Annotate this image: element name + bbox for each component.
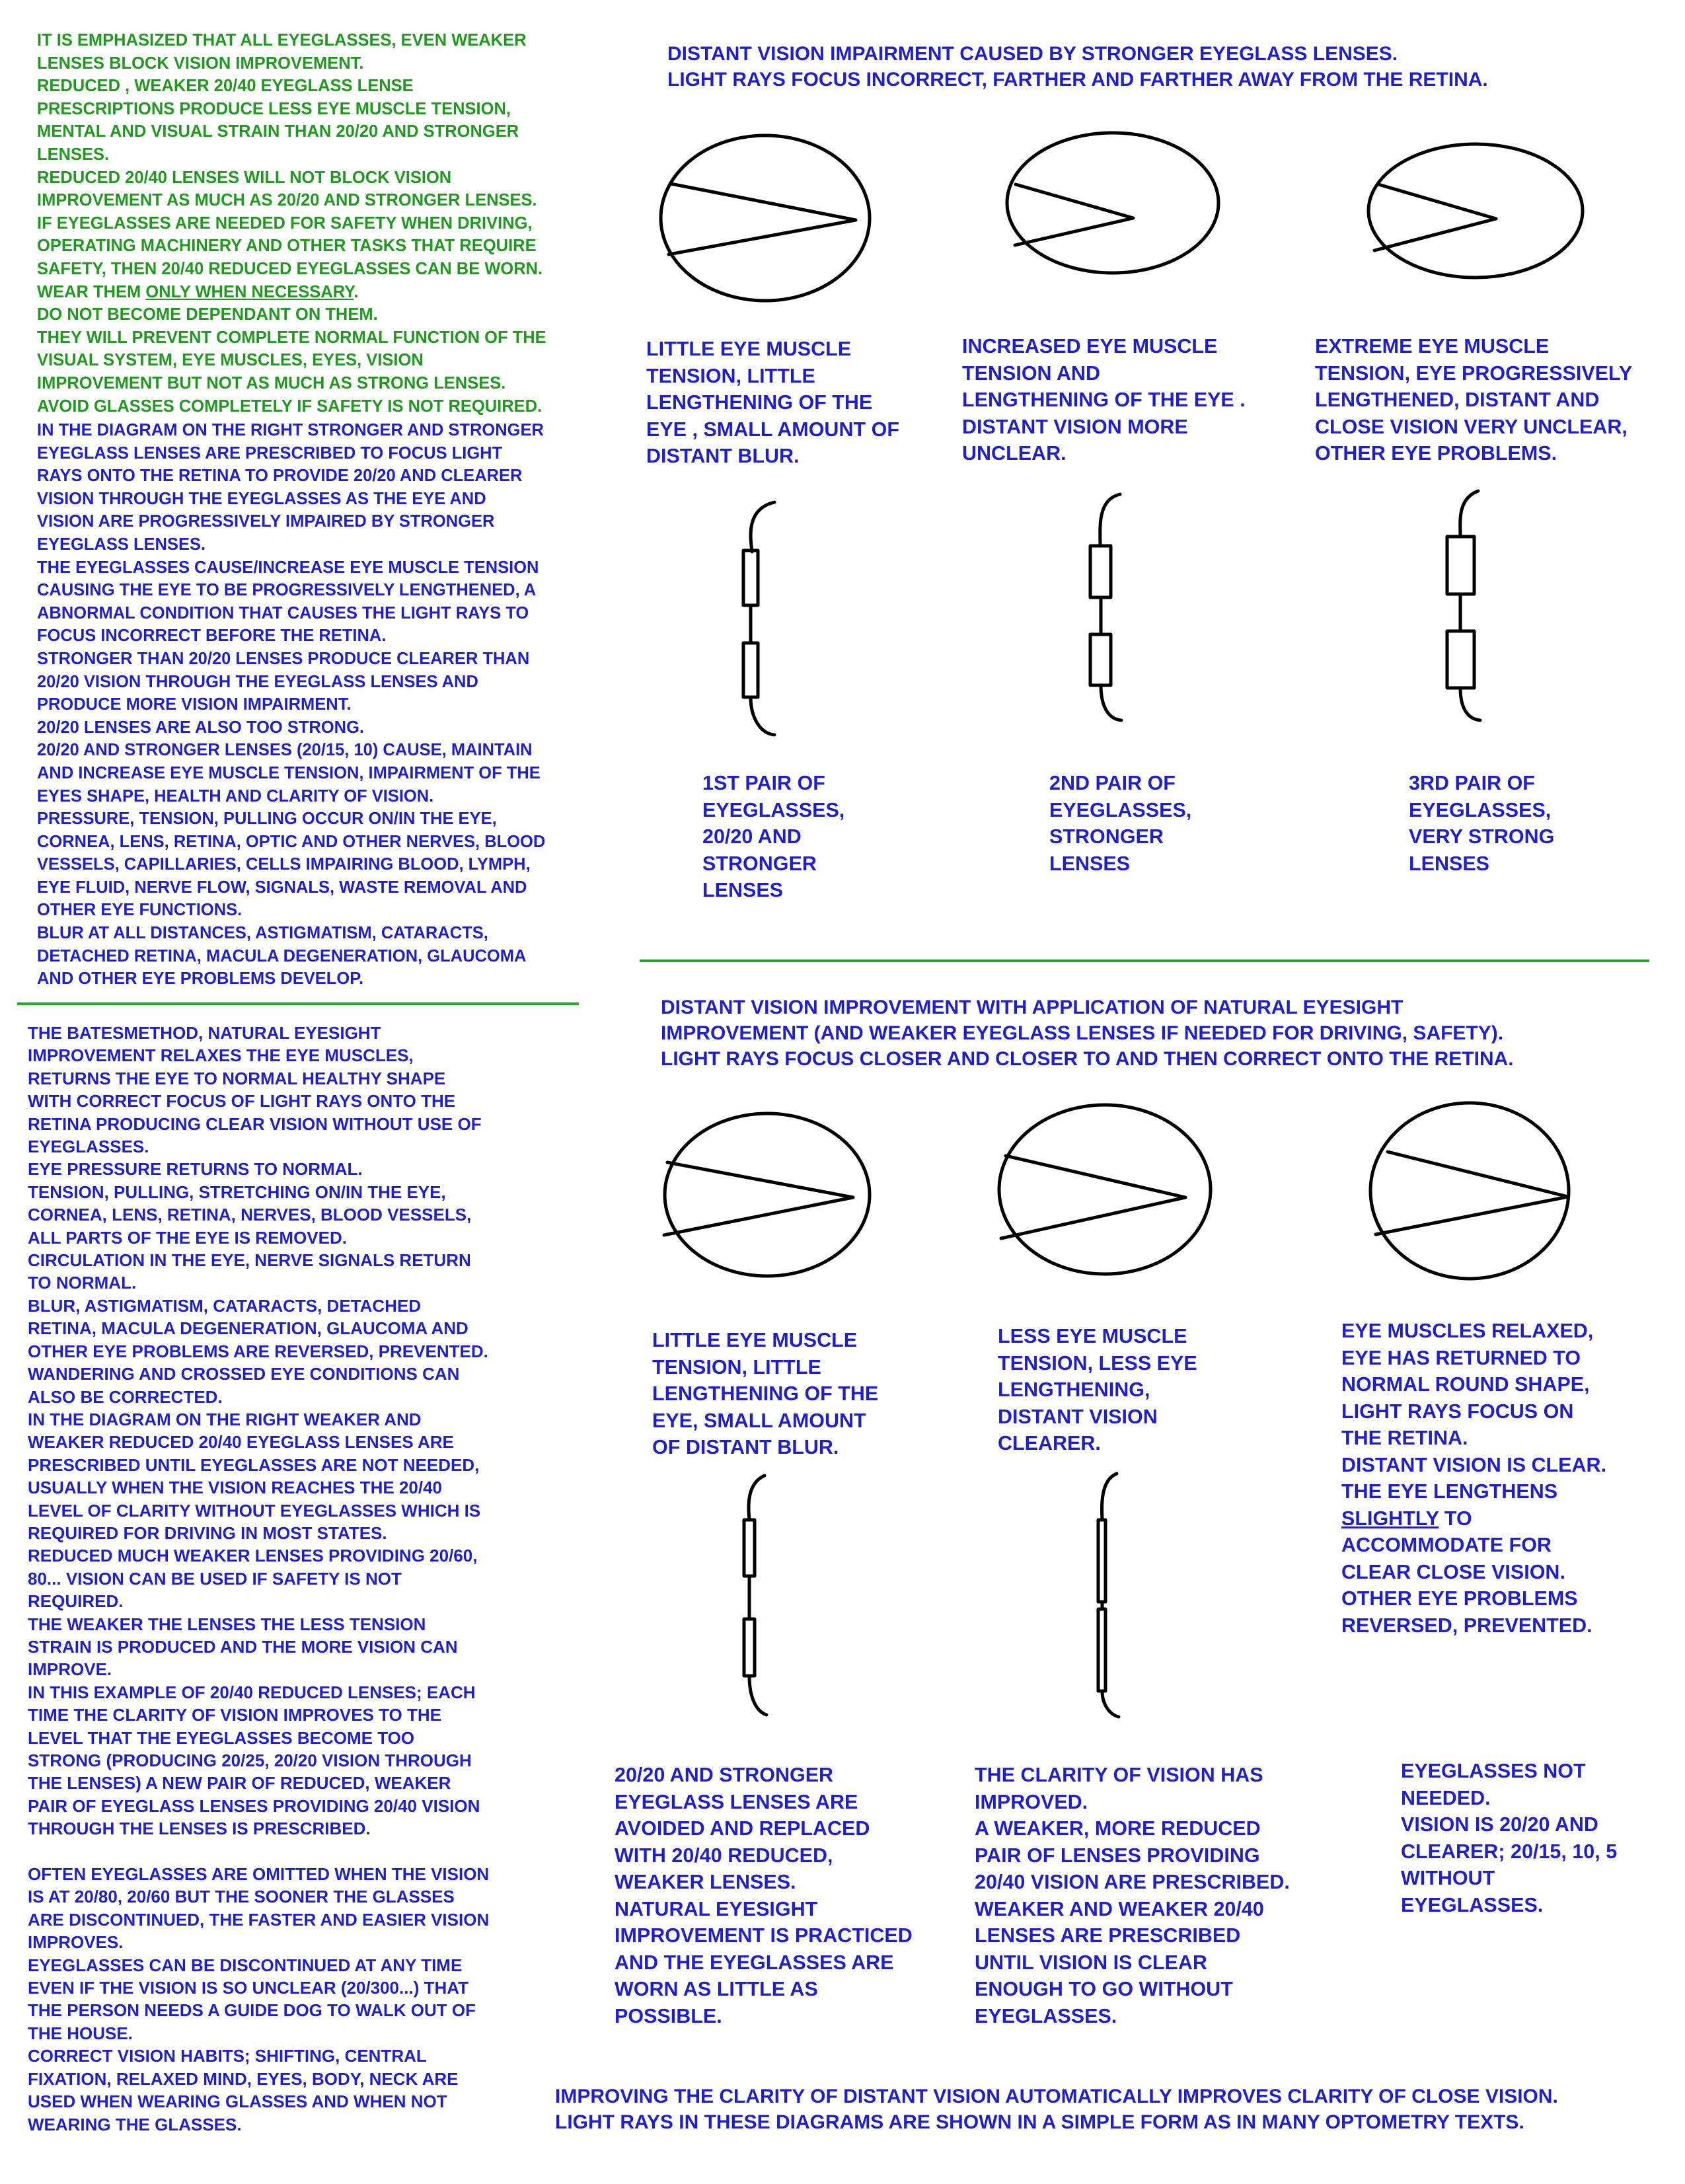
top-caption-3: EXTREME EYE MUSCLE TENSION, EYE PROGRESSIVELY LENGTHENED, DISTANT AND CLOSE VISION VERY UNCLEAR, OTHER EYE PROBLEMS.	[1315, 335, 1633, 465]
slightly-underlined: SLIGHTLY	[1341, 1507, 1439, 1530]
text-line: LENSES BLOCK VISION IMPROVEMENT.	[37, 54, 364, 73]
text-line: VISUAL SYSTEM, EYE MUSCLES, EYES, VISION	[37, 351, 424, 370]
text-line: IMPROVEMENT BUT NOT AS MUCH AS STRONG LENSES.	[37, 373, 506, 393]
footer-note: IMPROVING THE CLARITY OF DISTANT VISION AUTOMATICALLY IMPROVES CLARITY OF CLOSE VISION. LIGHT RAYS IN THESE DIAGRAMS ARE SHOWN IN A SIMPLE FORM AS IN MANY OPTOMETRY TEXTS.	[555, 2086, 1558, 2133]
eyeglasses-lens-pair	[1447, 491, 1480, 720]
top-pair-label-2: 2ND PAIR OF EYEGLASSES, STRONGER LENSES	[1049, 772, 1192, 875]
eyeglasses-lens-pair	[744, 1476, 767, 1715]
text-line: REDUCED 20/40 LENSES WILL NOT BLOCK VISION	[37, 168, 452, 187]
text-line: THEY WILL PREVENT COMPLETE NORMAL FUNCTION OF THE	[37, 328, 546, 347]
text-line: MENTAL AND VISUAL STRAIN THAN 20/20 AND STRONGER	[37, 122, 519, 141]
eyeglasses-lens-pair	[743, 502, 774, 735]
left-improvement-text: THE BATESMETHOD, NATURAL EYESIGHT IMPROVEMENT RELAXES THE EYE MUSCLES, RETURNS THE EYE TO NORMAL HEALTHY SHAPE WITH CORRECT FOCUS OF LIGHT RAYS ONTO THE RETINA PRODUCING CLEAR VISION WITHOUT USE OF EYEGLASSES. EYE PRESSURE RETURNS TO NORMAL. TENSION, PULLING, STRETCHING ON/IN THE EYE, CORNEA, LENS, RETINA, NERVES, BLOOD VESSELS, ALL PARTS OF THE EYE IS REMOVED. CIRCULATION IN THE EYE, NERVE SIGNALS RETURN TO NORMAL. BLUR, ASTIGMATISM, CATARACTS, DETACHED RETINA, MACULA DEGENERATION, GLAUCOMA AND OTHER EYE PROBLEMS ARE REVERSED, PREVENTED. WANDERING AND CROSSED EYE CONDITIONS CAN ALSO BE CORRECTED. IN THE DIAGRAM ON THE RIGHT WEAKER AND WEAKER REDUCED 20/40 EYEGLASS LENSES ARE PRESCRIBED UNTIL EYEGLASSES ARE NOT NEEDED, USUALLY WHEN THE VISION REACHES THE 20/40 LEVEL OF CLARITY WITHOUT EYEGLASSES WHICH IS REQUIRED FOR DRIVING IN MOST STATES. REDUCED MUCH WEAKER LENSES PROVIDING 20/60, 80... VISION CAN BE USED IF SAFETY IS NOT REQUIRED. THE WEAKER THE LENSES THE LESS TENSION STRAIN IS PRODUCED AND THE MORE VISION CAN IMPROVE. IN THIS EXAMPLE OF 20/40 REDUCED LENSES; EACH TIME THE CLARITY OF VISION IMPROVES TO THE LEVEL THAT THE EYEGLASSES BECOME TOO STRONG (PRODUCING 20/25, 20/20 VISION THROUGH THE LENSES) A NEW PAIR OF REDUCED, WEAKER PAIR OF EYEGLASS LENSES PROVIDING 20/40 VISION THROUGH THE LENSES IS PRESCRIBED. OFTEN EYEGLASSES ARE OMITTED WHEN THE VISION IS AT 20/80, 20/60 BUT THE SOONER THE GLASSES ARE DISCONTINUED, THE FASTER AND EASIER VISION IMPROVES. EYEGLASSES CAN BE DISCONTINUED AT ANY TIME EVEN IF THE VISION IS SO UNCLEAR (20/300...) THAT THE PERSON NEEDS A GUIDE DOG TO WALK OUT OF THE HOUSE. CORRECT VISION HABITS; SHIFTING, CENTRAL FIXATION, RELAXED MIND, EYES, BODY, NECK ARE USED WHEN WEARING GLASSES AND WHEN NOT WEARING THE GLASSES.	[28, 1023, 490, 2134]
bottom-note-3: EYEGLASSES NOT NEEDED. VISION IS 20/20 AND CLEARER; 20/15, 10, 5 WITHOUT EYEGLASSES.	[1401, 1760, 1618, 1916]
eye-diagram	[1007, 133, 1218, 273]
left-impairment-text: IN THE DIAGRAM ON THE RIGHT STRONGER AND STRONGER EYEGLASS LENSES ARE PRESCRIBED TO FOCUS LIGHT RAYS ONTO THE RETINA TO PROVIDE 20/20 AND CLEARER VISION THROUGH THE EYEGLASSES AS THE EYE AND VISION ARE PROGRESSIVELY IMPAIRED BY STRONGER EYEGLASS LENSES. THE EYEGLASSES CAUSE/INCREASE EYE MUSCLE TENSION CAUSING THE EYE TO BE PROGRESSIVELY LENGTHENED, A ABNORMAL CONDITION THAT CAUSES THE LIGHT RAYS TO FOCUS INCORRECT BEFORE THE RETINA. STRONGER THAN 20/20 LENSES PRODUCE CLEARER THAN 20/20 VISION THROUGH THE EYEGLASS LENSES AND PRODUCE MORE VISION IMPAIRMENT. 20/20 LENSES ARE ALSO TOO STRONG. 20/20 AND STRONGER LENSES (20/15, 10) CAUSE, MAINTAIN AND INCREASE EYE MUSCLE TENSION, IMPAIRMENT OF THE EYES SHAPE, HEALTH AND CLARITY OF VISION. PRESSURE, TENSION, PULLING OCCUR ON/IN THE EYE, CORNEA, LENS, RETINA, OPTIC AND OTHER NERVES, BLOOD VESSELS, CAPILLARIES, CELLS IMPAIRING BLOOD, LYMPH, EYE FLUID, NERVE FLOW, SIGNALS, WASTE REMOVAL AND OTHER EYE FUNCTIONS. BLUR AT ALL DISTANCES, ASTIGMATISM, CATARACTS, DETACHED RETINA, MACULA DEGENERATION, GLAUCOMA AND OTHER EYE PROBLEMS DEVELOP.	[37, 421, 546, 989]
eye-diagram	[1370, 1103, 1569, 1279]
text-line: IT IS EMPHASIZED THAT ALL EYEGLASSES, EVEN WEAKER	[37, 31, 527, 50]
top-pair-label-3: 3RD PAIR OF EYEGLASSES, VERY STRONG LENSES	[1409, 772, 1555, 875]
top-section-heading: DISTANT VISION IMPAIRMENT CAUSED BY STRONGER EYEGLASS LENSES. LIGHT RAYS FOCUS INCORRECT, FARTHER AND FARTHER AWAY FROM THE RETINA.	[667, 43, 1488, 91]
text-line: PRESCRIPTIONS PRODUCE LESS EYE MUSCLE TENSION,	[37, 99, 511, 118]
text-line: IMPROVEMENT AS MUCH AS 20/20 AND STRONGER LENSES.	[37, 191, 537, 210]
text-line: REDUCED , WEAKER 20/40 EYEGLASS LENSE	[37, 77, 414, 96]
bottom-note-2: THE CLARITY OF VISION HAS IMPROVED. A WEAKER, MORE REDUCED PAIR OF LENSES PROVIDING 20/40 VISION ARE PRESCRIBED. WEAKER AND WEAKER 20/40 LENSES ARE PRESCRIBED UNTIL VISION IS CLEAR ENOUGH TO GO WITHOUT EYEGLASSES.	[975, 1764, 1290, 2027]
eyeglasses-lens-pair	[1090, 494, 1121, 720]
text-line: LENSES.	[37, 145, 110, 164]
bottom-caption-2: LESS EYE MUSCLE TENSION, LESS EYE LENGTHENING, DISTANT VISION CLEARER.	[998, 1325, 1197, 1454]
eye-diagram	[1368, 144, 1583, 278]
text-line: OPERATING MACHINERY AND OTHER TASKS THAT REQUIRE	[37, 237, 537, 256]
eye-diagram	[664, 1113, 870, 1276]
wear-line: WEAR THEM ONLY WHEN NECESSARY.	[37, 282, 359, 301]
text-line: AVOID GLASSES COMPLETELY IF SAFETY IS NOT REQUIRED.	[37, 396, 543, 416]
bottom-caption-1: LITTLE EYE MUSCLE TENSION, LITTLE LENGTHENING OF THE EYE, SMALL AMOUNT OF DISTANT BLUR.	[652, 1329, 879, 1458]
only-when-necessary-underlined: ONLY WHEN NECESSARY	[145, 282, 354, 301]
text-line: SAFETY, THEN 20/40 REDUCED EYEGLASSES CAN BE WORN.	[37, 259, 543, 278]
bottom-caption-3: EYE MUSCLES RELAXED, EYE HAS RETURNED TO NORMAL ROUND SHAPE, LIGHT RAYS FOCUS ON THE RETINA. DISTANT VISION IS CLEAR. THE EYE LENGTHENS SLIGHTLY TO ACCOMMODATE FOR CLEAR CLOSE VISION. OTHER EYE PROBLEMS REVERSED, PREVENTED.	[1341, 1320, 1607, 1637]
bottom-section-heading: DISTANT VISION IMPROVEMENT WITH APPLICATION OF NATURAL EYESIGHT IMPROVEMENT (AND WEAKER EYEGLASS LENSES IF NEEDED FOR DRIVING, SAFETY). LIGHT RAYS FOCUS CLOSER AND CLOSER TO AND THEN CORRECT ONTO THE RETINA.	[661, 997, 1514, 1070]
text-line: DO NOT BECOME DEPENDANT ON THEM.	[37, 305, 378, 324]
eyeglasses-lens-pair	[1098, 1474, 1119, 1717]
bottom-note-1: 20/20 AND STRONGER EYEGLASS LENSES ARE AVOIDED AND REPLACED WITH 20/40 REDUCED, WEAKER LENSES. NATURAL EYESIGHT IMPROVEMENT IS PRACTICED AND THE EYEGLASSES ARE WORN AS LITTLE AS POSSIBLE.	[615, 1764, 913, 2027]
text-line: IF EYEGLASSES ARE NEEDED FOR SAFETY WHEN DRIVING,	[37, 213, 533, 233]
top-caption-1: LITTLE EYE MUSCLE TENSION, LITTLE LENGTHENING OF THE EYE , SMALL AMOUNT OF DISTANT BLUR.	[646, 338, 899, 467]
eye-diagram	[999, 1105, 1211, 1274]
eye-diagram	[661, 135, 870, 301]
slightly-line: SLIGHTLY TO	[1341, 1507, 1472, 1530]
top-pair-label-1: 1ST PAIR OF EYEGLASSES, 20/20 AND STRONGER LENSES	[702, 772, 845, 901]
top-caption-2: INCREASED EYE MUSCLE TENSION AND LENGTHENING OF THE EYE . DISTANT VISION MORE UNCLEAR.	[962, 335, 1246, 465]
